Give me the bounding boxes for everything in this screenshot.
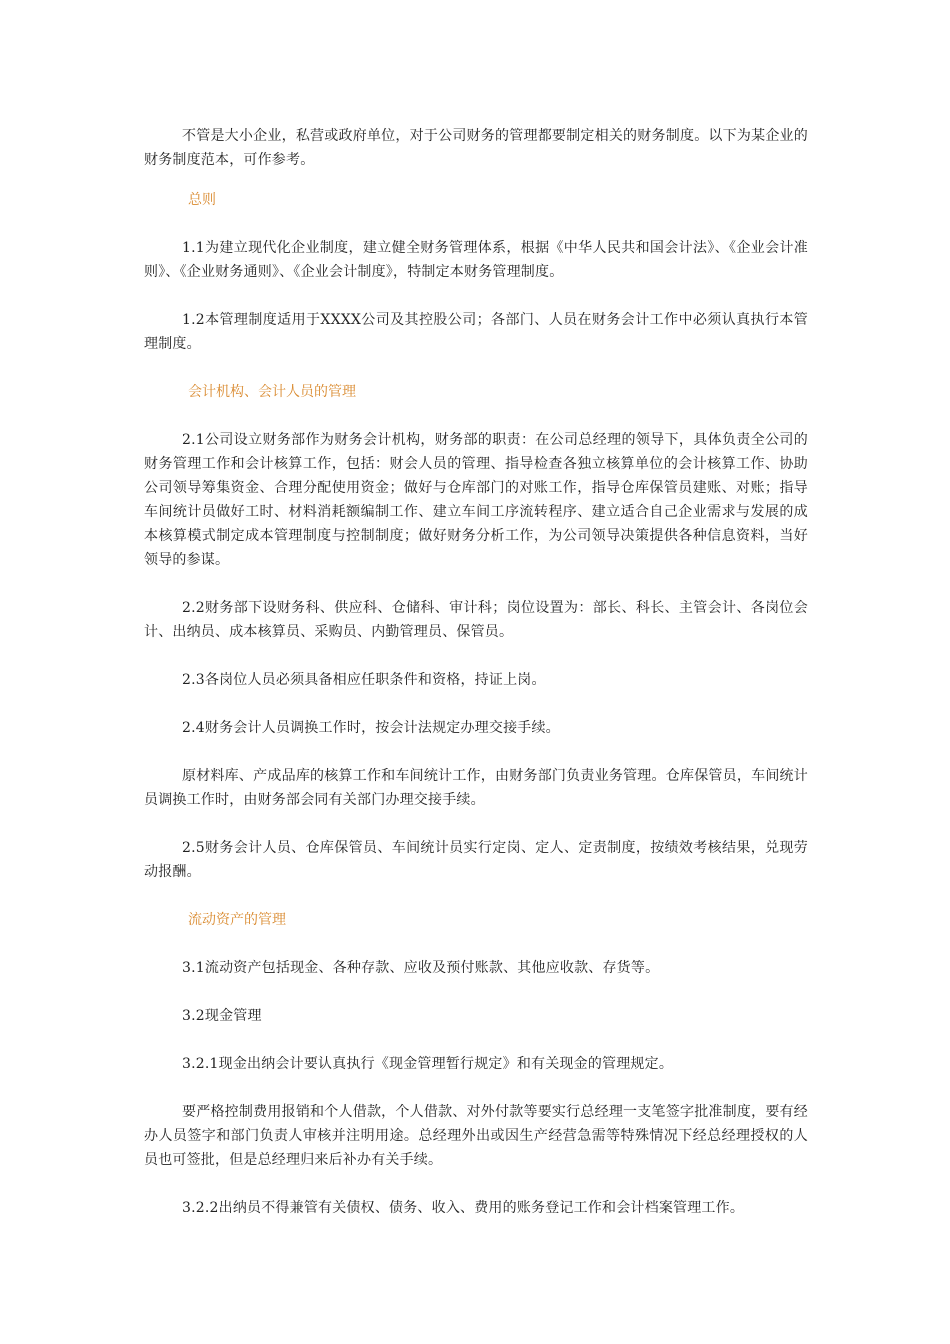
section-current-assets bbox=[144, 908, 808, 1220]
paragraph-2-2: 2.2财务部下设财务科、供应科、仓储科、审计科；岗位设置为：部长、科长、主管会计、各岗位会计、出纳员、成本核算员、采购员、内勤管理员、保管员。 bbox=[144, 600, 808, 640]
paragraph-3-2-1-note: 要严格控制费用报销和个人借款，个人借款、对外付款等要实行总经理一支笔签字批准制度，要有经办人员签字和部门负责人审核并注明用途。总经理外出或因生产经营急需等特殊情况下经总经理授权的人员也可签批，但是总经理归来后补办有关手续。 bbox=[144, 1104, 808, 1168]
paragraph-3-2-1: 3.2.1现金出纳会计要认真执行《现金管理暂行规定》和有关现金的管理规定。 bbox=[182, 1056, 674, 1072]
section-heading: 流动资产的管理 bbox=[188, 912, 286, 928]
document-page bbox=[144, 124, 808, 1244]
intro-paragraph: 不管是大小企业，私营或政府单位，对于公司财务的管理都要制定相关的财务制度。以下为某企业的财务制度范本，可作参考。 bbox=[144, 128, 808, 168]
paragraph-3-1: 3.1流动资产包括现金、各种存款、应收及预付账款、其他应收款、存货等。 bbox=[182, 960, 660, 976]
section-heading: 会计机构、会计人员的管理 bbox=[188, 384, 356, 400]
section-accounting-staff bbox=[144, 380, 808, 884]
paragraph-2-5: 2.5财务会计人员、仓库保管员、车间统计员实行定岗、定人、定责制度，按绩效考核结果，兑现劳动报酬。 bbox=[144, 840, 808, 880]
section-general bbox=[144, 188, 808, 356]
paragraph-3-2-2: 3.2.2出纳员不得兼管有关债权、债务、收入、费用的账务登记工作和会计档案管理工作。 bbox=[182, 1200, 745, 1216]
paragraph-2-1: 2.1公司设立财务部作为财务会计机构，财务部的职责：在公司总经理的领导下，具体负责全公司的财务管理工作和会计核算工作，包括：财会人员的管理、指导检查各独立核算单位的会计核算工作、协助公司领导筹集资金、合理分配使用资金；做好与仓库部门的对账工作，指导仓库保管员建账、对账；指导车间统计员做好工时、材料消耗额编制工作、建立车间工序流转程序、建立适合自己企业需求与发展的成本核算模式制定成本管理制度与控制制度；做好财务分析工作，为公司领导决策提供各种信息资料，当好领导的参谋。 bbox=[144, 432, 808, 568]
section-heading: 总则 bbox=[188, 192, 216, 208]
paragraph-2-3: 2.3各岗位人员必须具备相应任职条件和资格，持证上岗。 bbox=[182, 672, 546, 688]
paragraph-1-2: 1.2本管理制度适用于XXXX公司及其控股公司；各部门、人员在财务会计工作中必须认真执行本管理制度。 bbox=[144, 312, 808, 352]
paragraph-1-1: 1.1为建立现代化企业制度，建立健全财务管理体系，根据《中华人民共和国会计法》、《企业会计准则》、《企业财务通则》、《企业会计制度》，特制定本财务管理制度。 bbox=[144, 240, 808, 280]
paragraph-2-4-note: 原材料库、产成品库的核算工作和车间统计工作，由财务部门负责业务管理。仓库保管员，车间统计员调换工作时，由财务部会同有关部门办理交接手续。 bbox=[144, 768, 808, 808]
paragraph-3-2: 3.2现金管理 bbox=[182, 1008, 262, 1024]
paragraph-2-4: 2.4财务会计人员调换工作时，按会计法规定办理交接手续。 bbox=[182, 720, 560, 736]
